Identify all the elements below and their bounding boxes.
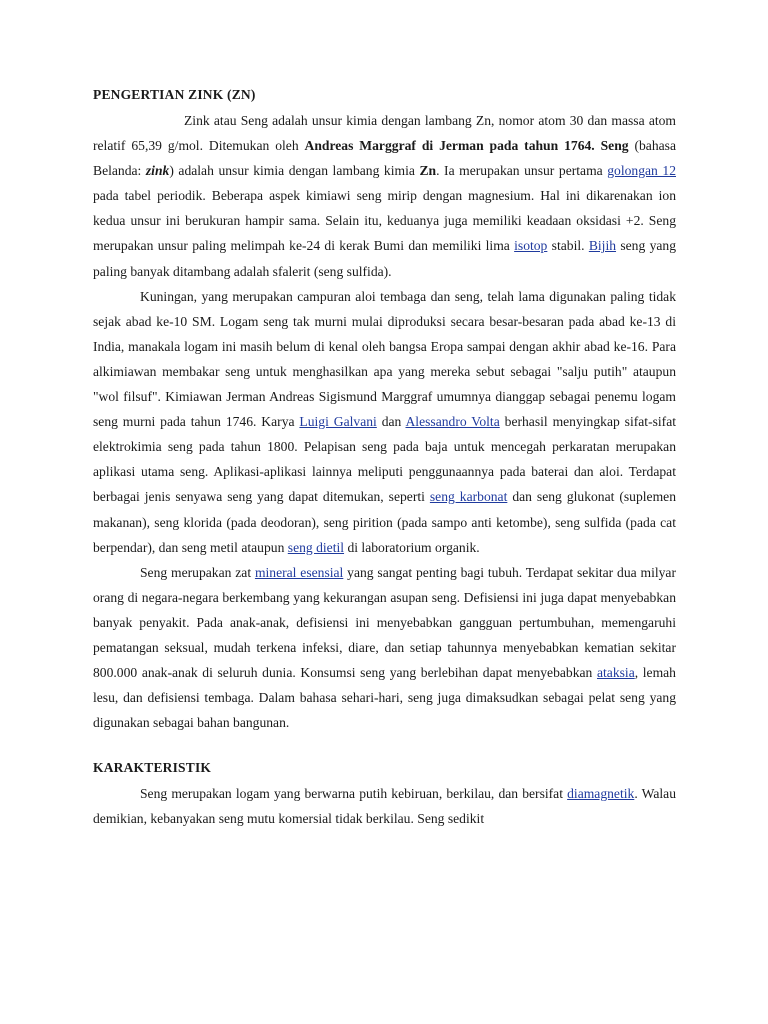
bold-italic-text: zink: [145, 163, 170, 179]
paragraph: [93, 108, 676, 284]
text-run: stabil.: [547, 238, 589, 254]
text-run: . Walau demikian, kebanyakan seng mutu komersial tidak berkilau. Seng sedikit: [93, 786, 676, 827]
text-run: Zink atau Seng adalah unsur kimia dengan lambang Zn, nomor atom 30 dan massa atom relatif 65,39 g/mol. Ditemukan oleh: [93, 113, 676, 154]
hyperlink[interactable]: isotop: [514, 238, 548, 254]
hyperlink[interactable]: golongan 12: [607, 163, 676, 179]
text-run: pada tabel periodik. Beberapa aspek kimiawi seng mirip dengan magnesium. Hal ini dikarenakan ion kedua unsur ini berukuran hampir sama. Selain itu, keduanya juga memiliki keadaan oksidasi +2. Seng merupakan unsur paling melimpah ke-24 di kerak Bumi dan memiliki lima: [93, 188, 676, 254]
text-run: yang sangat penting bagi tubuh. Terdapat sekitar dua milyar orang di negara-negara berkembang yang kekurangan asupan seng. Defisiensi ini juga dapat menyebabkan banyak penyakit. Pada anak-anak, defisiensi ini menyebabkan gangguan pertumbuhan, memengaruhi pematangan seksual, mudah terkena infeksi, diare, dan setiap tahunnya menyebabkan kematian sekitar 800.000 anak-anak di seluruh dunia. Konsumsi seng yang berlebihan dapat menyebabkan: [93, 564, 676, 681]
text-run: berhasil menyingkap sifat-sifat elektrokimia seng pada tahun 1800. Pelapisan seng pada baja untuk mencegah perkaratan merupakan aplikasi utama seng. Aplikasi-aplikasi lainnya meliputi penggunaannya pada baterai dan aloi. Terdapat berbagai jenis senyawa seng yang dapat ditemukan, seperti: [93, 414, 676, 505]
hyperlink[interactable]: Luigi Galvani: [299, 414, 377, 430]
text-run: ) adalah unsur kimia dengan lambang kimia: [169, 163, 420, 179]
text-run: Seng merupakan logam yang berwarna putih kebiruan, berkilau, dan bersifat: [140, 786, 568, 802]
text-run: dan: [376, 414, 406, 430]
hyperlink[interactable]: diamagnetik: [567, 786, 635, 802]
text-run: di laboratorium organik.: [344, 539, 480, 555]
hyperlink[interactable]: Alessandro Volta: [405, 414, 500, 430]
hyperlink[interactable]: Bijih: [588, 238, 617, 254]
section-heading-karakteristik: KARAKTERISTIK: [93, 760, 212, 776]
paragraph: [93, 560, 676, 736]
text-run: Seng merupakan zat: [140, 564, 255, 580]
text-run: (bahasa Belanda:: [93, 138, 676, 179]
paragraph: [93, 781, 676, 831]
section-heading-pengertian: PENGERTIAN ZINK (ZN): [93, 87, 256, 102]
hyperlink[interactable]: seng dietil: [287, 539, 345, 555]
hyperlink[interactable]: mineral esensial: [254, 564, 344, 580]
text-run: Kuningan, yang merupakan campuran aloi tembaga dan seng, telah lama digunakan paling tidak sejak abad ke-10 SM. Logam seng tak murni mulai diproduksi secara besar-besaran pada abad ke-13 di India, manakala logam ini masih belum di kenal oleh bangsa Eropa sampai dengan akhir abad ke-16. Para alkimiawan membakar seng untuk menghasilkan apa yang mereka sebut sebagai "salju putih" ataupun "wol filsuf". Kimiawan Jerman Andreas Sigismund Marggraf umumnya dianggap sebagai penemu logam seng murni pada tahun 1746. Karya: [93, 288, 676, 430]
text-run: , lemah lesu, dan defisiensi tembaga. Dalam bahasa sehari-hari, seng juga dimaksudkan sebagai pelat seng yang digunakan sebagai bahan bangunan.: [93, 665, 676, 731]
hyperlink[interactable]: ataksia: [596, 665, 635, 681]
text-run: seng yang paling banyak ditambang adalah sfalerit (seng sulfida).: [93, 238, 676, 279]
hyperlink[interactable]: seng karbonat: [429, 489, 508, 505]
text-run: dan seng glukonat (suplemen makanan), seng klorida (pada deodoran), seng pirition (pada sampo anti ketombe), seng sulfida (pada cat berpendar), dan seng metil ataupun: [93, 489, 676, 555]
bold-text: Andreas Marggraf di Jerman pada tahun 1764. Seng: [304, 138, 629, 154]
text-run: . Ia merupakan unsur pertama: [436, 163, 608, 179]
bold-text: Zn: [419, 163, 437, 179]
paragraph: [93, 284, 676, 560]
